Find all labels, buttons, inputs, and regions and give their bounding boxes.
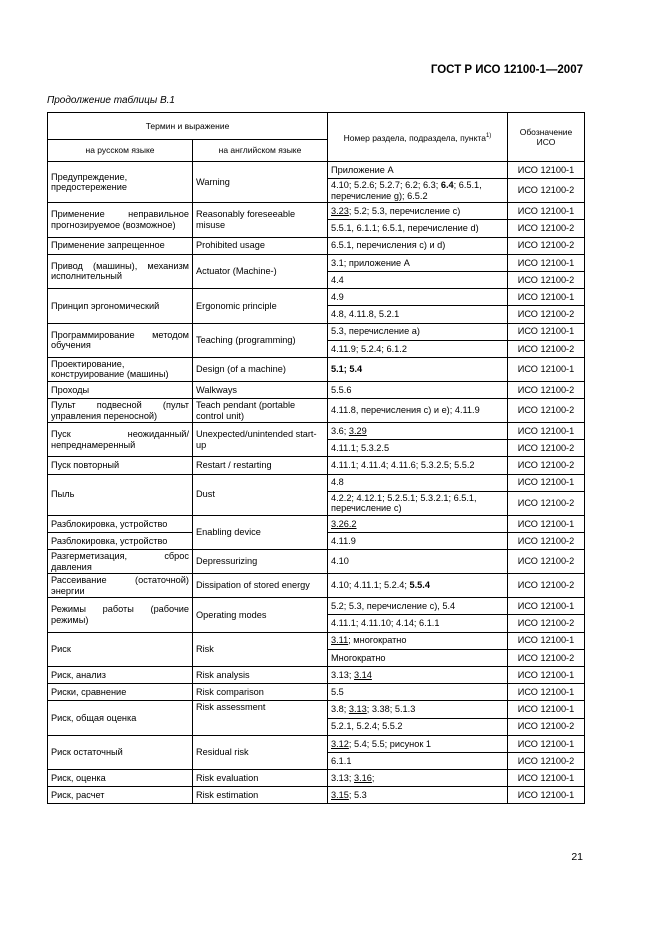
section-ref-part: 3.6; bbox=[331, 425, 349, 436]
document-code: ГОСТ Р ИСО 12100-1—2007 bbox=[430, 64, 583, 76]
table-row bbox=[48, 474, 585, 491]
iso-designation: ИСО 12100-1 bbox=[508, 423, 585, 440]
section-ref bbox=[328, 457, 508, 474]
term-en: Warning bbox=[193, 162, 328, 203]
table-row bbox=[48, 666, 585, 683]
term-en: Reasonably foreseeable misuse bbox=[193, 203, 328, 237]
iso-designation: ИСО 12100-1 bbox=[508, 701, 585, 718]
term-ru: Разблокировка, устройство bbox=[48, 533, 193, 550]
section-ref-part: 3.12 bbox=[331, 738, 349, 749]
section-ref bbox=[328, 735, 508, 752]
section-ref-part: 3.13; bbox=[331, 669, 354, 680]
term-en: Dissipation of stored energy bbox=[193, 574, 328, 598]
iso-designation: ИСО 12100-2 bbox=[508, 574, 585, 598]
table-row bbox=[48, 457, 585, 474]
term-en: Risk evaluation bbox=[193, 770, 328, 787]
section-ref bbox=[328, 162, 508, 179]
section-ref bbox=[328, 718, 508, 735]
table-body bbox=[48, 162, 585, 804]
term-en: Enabling device bbox=[193, 515, 328, 549]
section-ref-part: 5.5.4 bbox=[409, 580, 430, 591]
iso-designation: ИСО 12100-1 bbox=[508, 787, 585, 804]
section-ref-part: ; bbox=[371, 772, 375, 783]
section-ref-part: Многократно bbox=[331, 652, 386, 663]
iso-designation: ИСО 12100-2 bbox=[508, 271, 585, 288]
section-ref-part: 3.11 bbox=[331, 635, 349, 646]
section-ref-part: 6.5.1, перечисления с) и d) bbox=[331, 240, 446, 251]
table-caption: Продолжение таблицы В.1 bbox=[47, 95, 175, 106]
term-ru: Риск, расчет bbox=[48, 787, 193, 804]
iso-designation: ИСО 12100-1 bbox=[508, 684, 585, 701]
term-ru: Проектирование, конструирование (машины) bbox=[48, 357, 193, 381]
iso-designation: ИСО 12100-1 bbox=[508, 632, 585, 649]
iso-designation: ИСО 12100-2 bbox=[508, 306, 585, 323]
term-en: Risk assessment bbox=[193, 701, 328, 735]
term-ru: Привод (машины), механизм исполнительный bbox=[48, 254, 193, 288]
term-ru: Программирование методом обучения bbox=[48, 323, 193, 357]
section-ref-part: 5.2.1, 5.2.4; 5.5.2 bbox=[331, 721, 403, 732]
section-ref-part: ; 5.4; 5.5; рисунок 1 bbox=[348, 738, 432, 749]
section-ref bbox=[328, 550, 508, 574]
term-en: Risk analysis bbox=[193, 666, 328, 683]
section-ref-part: 4.8, 4.11.8, 5.2.1 bbox=[331, 309, 400, 320]
term-ru: Предупреждение, предостережение bbox=[48, 162, 193, 203]
iso-designation: ИСО 12100-2 bbox=[508, 457, 585, 474]
term-ru: Пуск неожиданный/непреднамеренный bbox=[48, 423, 193, 457]
section-ref bbox=[328, 632, 508, 649]
section-ref bbox=[328, 787, 508, 804]
section-ref-part: ; 5.3 bbox=[348, 790, 367, 801]
term-ru: Риск, общая оценка bbox=[48, 701, 193, 735]
section-ref bbox=[328, 254, 508, 271]
table-row bbox=[48, 735, 585, 752]
section-ref-part: 4.11.1; 4.11.10; 4.14; 6.1.1 bbox=[331, 618, 440, 629]
table-row bbox=[48, 701, 585, 718]
iso-designation: ИСО 12100-2 bbox=[508, 399, 585, 423]
section-ref bbox=[328, 649, 508, 666]
term-ru: Пуск повторный bbox=[48, 457, 193, 474]
term-ru: Риск остаточный bbox=[48, 735, 193, 769]
section-ref bbox=[328, 271, 508, 288]
section-ref bbox=[328, 684, 508, 701]
header-section: Номер раздела, подраздела, пункта$^{1)}$ bbox=[328, 113, 508, 162]
term-ru: Принцип эргономический bbox=[48, 289, 193, 323]
section-ref-part: 3.13 bbox=[348, 704, 367, 715]
section-ref bbox=[328, 440, 508, 457]
table-row bbox=[48, 399, 585, 423]
section-ref-part: 3.15 bbox=[331, 790, 349, 801]
section-ref-part: 3.29 bbox=[348, 425, 367, 436]
section-ref bbox=[328, 340, 508, 357]
iso-designation: ИСО 12100-2 bbox=[508, 340, 585, 357]
section-ref-part: 5.1; 5.4 bbox=[331, 364, 363, 375]
table-row bbox=[48, 515, 585, 532]
table-row bbox=[48, 770, 585, 787]
term-en: Risk comparison bbox=[193, 684, 328, 701]
section-ref-part: Приложение А bbox=[331, 164, 394, 175]
header-ru: на русском языке bbox=[48, 140, 193, 162]
term-en: Walkways bbox=[193, 381, 328, 398]
section-ref-part: 4.10; 4.11.1; 5.2.4; bbox=[331, 580, 410, 591]
iso-designation: ИСО 12100-1 bbox=[508, 289, 585, 306]
section-ref-part: ; 5.2; 5.3, перечисление с) bbox=[348, 206, 461, 217]
term-ru: Разблокировка, устройство bbox=[48, 515, 193, 532]
section-ref bbox=[328, 306, 508, 323]
section-ref bbox=[328, 357, 508, 381]
term-ru: Пыль bbox=[48, 474, 193, 515]
term-ru: Риск, оценка bbox=[48, 770, 193, 787]
term-ru: Рассеивание (остаточной) энергии bbox=[48, 574, 193, 598]
term-en: Operating modes bbox=[193, 598, 328, 632]
header-iso: Обозначение ИСО bbox=[508, 113, 585, 162]
section-ref-part: 3.14 bbox=[354, 669, 372, 680]
iso-designation: ИСО 12100-1 bbox=[508, 598, 585, 615]
section-ref-part: 4.9 bbox=[331, 291, 344, 302]
section-ref-part: 3.13; bbox=[331, 772, 354, 783]
iso-designation: ИСО 12100-2 bbox=[508, 533, 585, 550]
section-ref-part: 4.11.8, перечисления с) и е); 4.11.9 bbox=[331, 405, 480, 416]
section-ref bbox=[328, 323, 508, 340]
footnote-mark: 1) bbox=[485, 132, 492, 139]
section-ref-part: 5.2; 5.3, перечисление с), 5.4 bbox=[331, 601, 456, 612]
iso-designation: ИСО 12100-2 bbox=[508, 550, 585, 574]
section-ref-part: 3.26.2 bbox=[331, 518, 357, 529]
table-row bbox=[48, 632, 585, 649]
section-ref-part: 4.10 bbox=[331, 556, 349, 567]
term-en: Unexpected/unintended start-up bbox=[193, 423, 328, 457]
section-ref bbox=[328, 491, 508, 515]
section-ref-part: 5.3, перечисление а) bbox=[331, 326, 420, 337]
header-term-group: Термин и выражение bbox=[48, 113, 328, 140]
section-ref bbox=[328, 381, 508, 398]
iso-designation: ИСО 12100-1 bbox=[508, 474, 585, 491]
iso-designation: ИСО 12100-1 bbox=[508, 515, 585, 532]
section-ref-part: 4.4 bbox=[331, 274, 344, 285]
section-ref-part: 4.8 bbox=[331, 477, 344, 488]
table-row bbox=[48, 254, 585, 271]
section-ref-part: 5.5.1, 6.1.1; 6.5.1, перечисление d) bbox=[331, 223, 479, 234]
term-en: Actuator (Machine-) bbox=[193, 254, 328, 288]
term-ru: Режимы работы (рабочие режимы) bbox=[48, 598, 193, 632]
section-ref bbox=[328, 474, 508, 491]
table-row bbox=[48, 323, 585, 340]
section-ref bbox=[328, 666, 508, 683]
page-number: 21 bbox=[571, 851, 583, 863]
table-row bbox=[48, 162, 585, 179]
term-ru: Пульт подвесной (пульт управления переносной) bbox=[48, 399, 193, 423]
section-ref bbox=[328, 574, 508, 598]
term-en: Restart / restarting bbox=[193, 457, 328, 474]
section-ref-part: 4.11.1; 4.11.4; 4.11.6; 5.3.2.5; 5.5.2 bbox=[331, 460, 475, 471]
header-en: на английском языке bbox=[193, 140, 328, 162]
iso-designation: ИСО 12100-1 bbox=[508, 666, 585, 683]
section-ref-part: 3.23 bbox=[331, 206, 349, 217]
term-en: Teach pendant (portable control unit) bbox=[193, 399, 328, 423]
iso-designation: ИСО 12100-1 bbox=[508, 254, 585, 271]
iso-designation: ИСО 12100-1 bbox=[508, 323, 585, 340]
iso-designation: ИСО 12100-2 bbox=[508, 718, 585, 735]
term-ru: Проходы bbox=[48, 381, 193, 398]
term-en: Dust bbox=[193, 474, 328, 515]
section-ref-part: 4.11.9; 5.2.4; 6.1.2 bbox=[331, 343, 407, 354]
iso-designation: ИСО 12100-1 bbox=[508, 770, 585, 787]
section-ref bbox=[328, 399, 508, 423]
section-ref bbox=[328, 598, 508, 615]
iso-designation: ИСО 12100-2 bbox=[508, 752, 585, 769]
section-ref-part: 4.10; 5.2.6; 5.2.7; 6.2; 6.3; bbox=[331, 180, 441, 191]
section-ref-part: 5.5.6 bbox=[331, 384, 352, 395]
iso-designation: ИСО 12100-2 bbox=[508, 179, 585, 203]
term-ru: Риски, сравнение bbox=[48, 684, 193, 701]
terms-table bbox=[47, 112, 585, 804]
table-row bbox=[48, 787, 585, 804]
term-en: Risk estimation bbox=[193, 787, 328, 804]
section-ref-part: ; 3.38; 5.1.3 bbox=[366, 704, 416, 715]
term-en: Ergonomic principle bbox=[193, 289, 328, 323]
section-ref bbox=[328, 220, 508, 237]
term-en: Prohibited usage bbox=[193, 237, 328, 254]
table-row bbox=[48, 423, 585, 440]
iso-designation: ИСО 12100-1 bbox=[508, 735, 585, 752]
iso-designation: ИСО 12100-2 bbox=[508, 615, 585, 632]
table-row bbox=[48, 203, 585, 220]
section-ref bbox=[328, 237, 508, 254]
section-ref bbox=[328, 289, 508, 306]
table-row bbox=[48, 357, 585, 381]
section-ref bbox=[328, 615, 508, 632]
section-ref bbox=[328, 515, 508, 532]
table-row bbox=[48, 550, 585, 574]
section-ref-part: ; многократно bbox=[348, 635, 407, 646]
section-ref bbox=[328, 533, 508, 550]
table-row bbox=[48, 289, 585, 306]
iso-designation: ИСО 12100-2 bbox=[508, 220, 585, 237]
term-en: Teaching (programming) bbox=[193, 323, 328, 357]
section-ref bbox=[328, 752, 508, 769]
iso-designation: ИСО 12100-1 bbox=[508, 357, 585, 381]
section-ref-part: 4.11.1; 5.3.2.5 bbox=[331, 443, 390, 454]
section-ref-part: 3.1; приложение А bbox=[331, 257, 410, 268]
section-ref-part: 5.5 bbox=[331, 686, 344, 697]
section-ref bbox=[328, 770, 508, 787]
table-row bbox=[48, 598, 585, 615]
term-en: Depressurizing bbox=[193, 550, 328, 574]
iso-designation: ИСО 12100-2 bbox=[508, 491, 585, 515]
term-en: Design (of a machine) bbox=[193, 357, 328, 381]
iso-designation: ИСО 12100-2 bbox=[508, 237, 585, 254]
term-ru: Применение запрещенное bbox=[48, 237, 193, 254]
section-ref-part: 6.4 bbox=[440, 180, 454, 191]
iso-designation: ИСО 12100-2 bbox=[508, 649, 585, 666]
term-ru: Риск, анализ bbox=[48, 666, 193, 683]
term-ru: Риск bbox=[48, 632, 193, 666]
section-ref-part: 4.2.2; 4.12.1; 5.2.5.1; 5.3.2.1; 6.5.1, перечисление с) bbox=[331, 492, 477, 514]
term-ru: Применение неправильное прогнозируемое (возможное) bbox=[48, 203, 193, 237]
table-row bbox=[48, 574, 585, 598]
section-ref-part: ; 6.5.1, перечисление g); 6.5.2 bbox=[331, 180, 482, 201]
section-ref-part: 3.8; bbox=[331, 704, 349, 715]
section-ref bbox=[328, 701, 508, 718]
iso-designation: ИСО 12100-1 bbox=[508, 203, 585, 220]
iso-designation: ИСО 12100-1 bbox=[508, 162, 585, 179]
iso-designation: ИСО 12100-2 bbox=[508, 440, 585, 457]
section-ref bbox=[328, 423, 508, 440]
table-row bbox=[48, 381, 585, 398]
term-ru: Разгерметизация, сброс давления bbox=[48, 550, 193, 574]
term-en: Residual risk bbox=[193, 735, 328, 769]
section-ref bbox=[328, 179, 508, 203]
iso-designation: ИСО 12100-2 bbox=[508, 381, 585, 398]
table-row bbox=[48, 684, 585, 701]
table-row bbox=[48, 237, 585, 254]
section-ref-part: 3.16 bbox=[354, 772, 372, 783]
term-en: Risk bbox=[193, 632, 328, 666]
section-ref-part: 4.11.9 bbox=[331, 535, 356, 546]
section-ref bbox=[328, 203, 508, 220]
section-ref-part: 6.1.1 bbox=[331, 755, 352, 766]
